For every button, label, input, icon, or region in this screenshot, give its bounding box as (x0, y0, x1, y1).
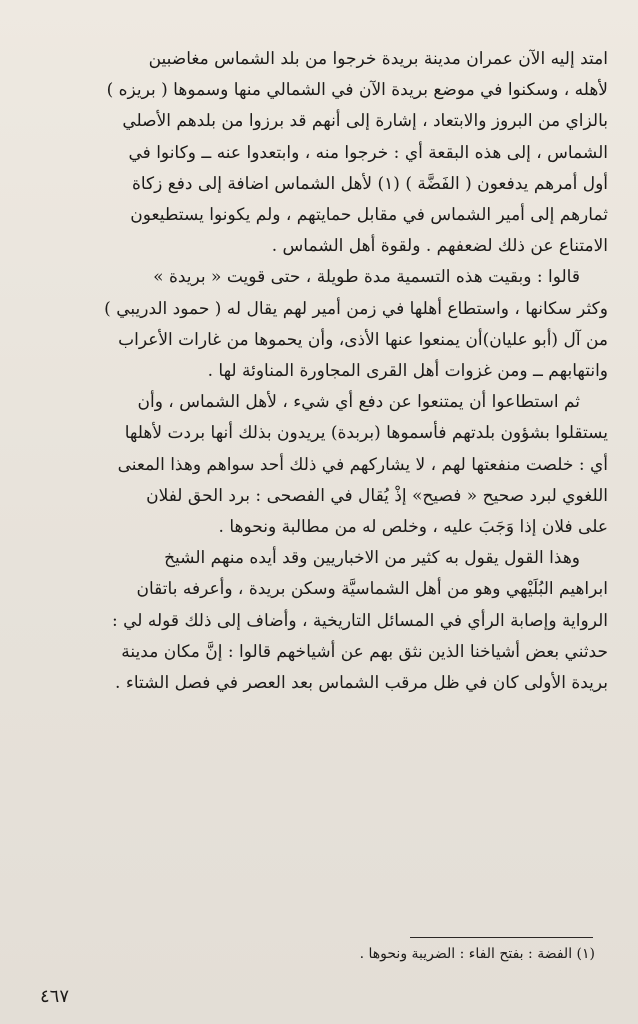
text-line: لأهله ، وسكنوا في موضع بريدة الآن في الشمالي منها وسموها ( بريزه ) (106, 80, 608, 101)
text-line: أي : خلصت منفعتها لهم ، لا يشاركهم في ذلك أحد سواهم وهذا المعنى (117, 454, 608, 475)
text-line: من آل (أبو عليان)أن يمنعوا عنها الأذى، وأن يحموها من غارات الأعراب (118, 329, 608, 350)
text-line: الرواية وإصابة الرأي في المسائل التاريخية ، وأضاف إلى ذلك قوله لي : (111, 610, 608, 631)
text-line: ثمارهم إلى أمير الشماس في مقابل حمايتهم ، ولم يكونوا يستطيعون (130, 205, 608, 226)
text-line: بالزاي من البروز والابتعاد ، إشارة إلى أنهم قد برزوا من بلدهم الأصلي (122, 111, 608, 132)
text-line: اللغوي لبرد صحيح « فصيح» إذْ يُقال في الفصحى : برد الحق لفلان (146, 485, 608, 506)
text-line: امتد إليه الآن عمران مدينة بريدة خرجوا من بلد الشماس مغاضبين (148, 49, 608, 69)
text-line: ابراهيم البُلَيْهي وهو من أهل الشماسيَّة وسكن بريدة ، وأعرفه باتقان (136, 579, 608, 600)
text-line: أول أمرهم يدفعون ( الفَضَّة ) (١) لأهل الشماس اضافة إلى دفع زكاة (131, 173, 608, 194)
text-line: وكثر سكانها ، واستطاع أهلها في زمن أمير لهم يقال له ( حمود الدريبي ) (104, 298, 608, 319)
paragraph-start-line: قالوا : وبقيت هذه التسمية مدة طويلة ، حتى قويت « بريدة » (153, 267, 580, 288)
text-line: الشماس ، إلى هذه البقعة أي : خرجوا منه ، وابتعدوا عنه ــ وكانوا في (128, 142, 608, 163)
page-number: ٤٦٧ (40, 986, 70, 1007)
footnote: (١) الفضة : بفتح الفاء : الضريبة ونحوها . (359, 946, 595, 962)
text-line: حدثني بعض أشياخنا الذين نثق بهم عن أشياخهم قالوا : إنَّ مكان مدينة (121, 641, 608, 662)
main-text (38, 44, 608, 699)
text-line: وانتهابهم ــ ومن غزوات أهل القرى المجاورة المناوئة لها . (207, 361, 608, 382)
paragraph-start-line: ثم استطاعوا أن يمتنعوا عن دفع أي شيء ، لأهل الشماس ، وأن (137, 392, 580, 413)
text-line: يستقلوا بشؤون بلدتهم فأسموها (بربدة) يريدون بذلك أنها بردت لأهلها (124, 423, 608, 444)
text-line: على فلان إذا وَجَبَ عليه ، وخلص له من مطالبة ونحوها . (218, 517, 608, 538)
text-line: الامتناع عن ذلك لضعفهم . ولقوة أهل الشماس . (271, 236, 608, 257)
paragraph-start-line: وهذا القول يقول به كثير من الاخباريين وقد أيده منهم الشيخ (164, 548, 580, 569)
footnote-divider (410, 937, 593, 938)
text-line: بريدة الأولى كان في ظل مرقب الشماس بعد العصر في فصل الشتاء . (115, 673, 608, 694)
